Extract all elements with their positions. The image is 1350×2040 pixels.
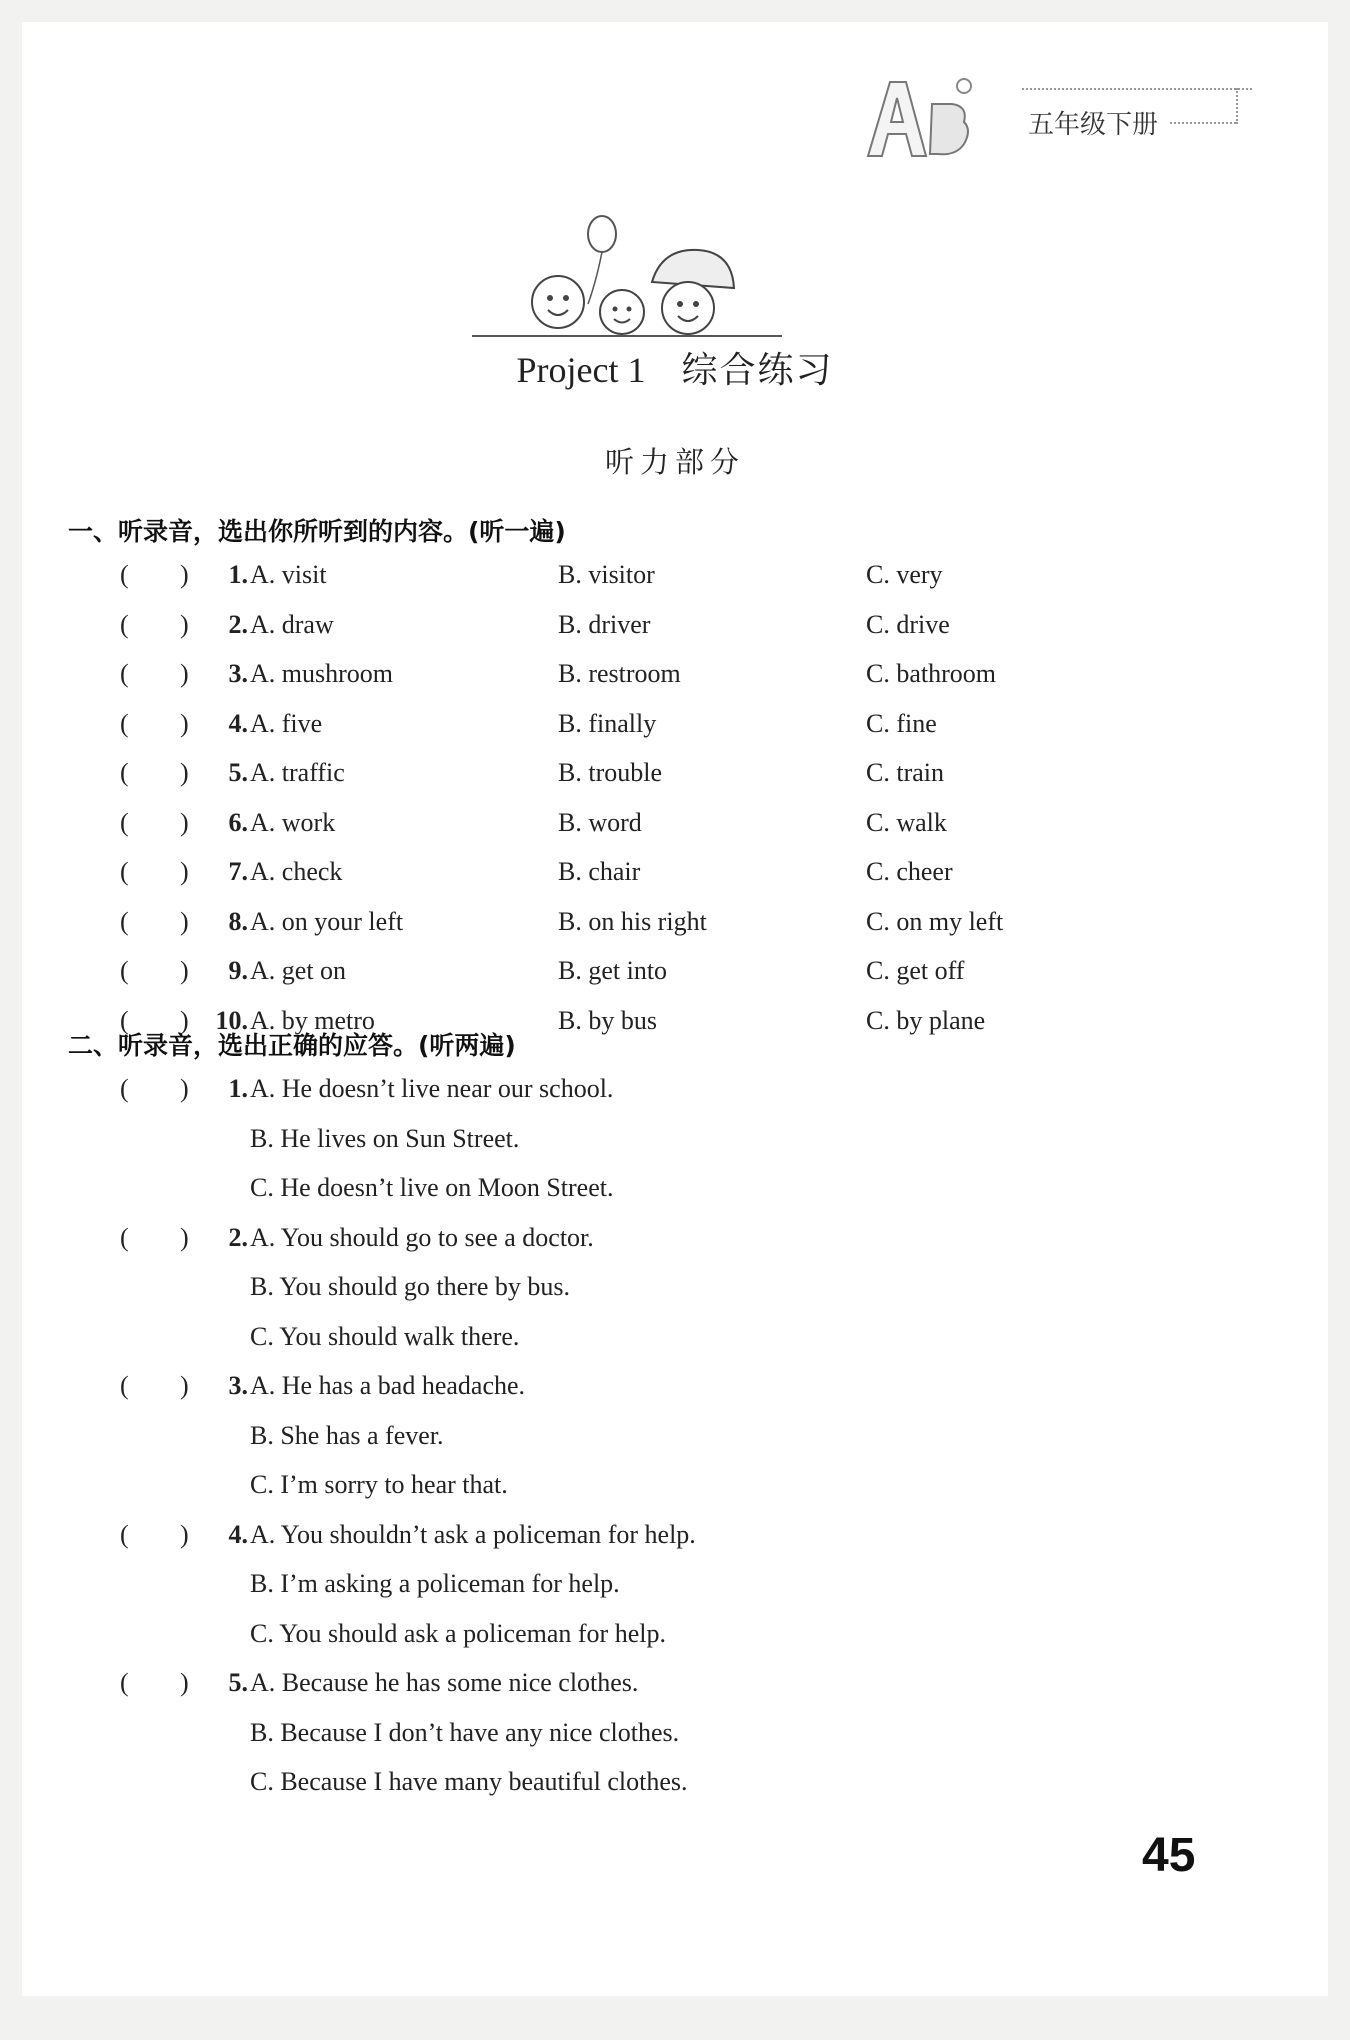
answer-blank-close: ): [180, 1668, 189, 1697]
option-c: C. cheer: [866, 857, 953, 886]
option-a: A. mushroom: [250, 659, 393, 688]
answer-blank-close: ): [180, 659, 189, 688]
grade-label: 五年级下册: [1028, 110, 1159, 140]
option-c: C. He doesn’t live on Moon Street.: [250, 1173, 614, 1202]
answer-blank-open[interactable]: (: [120, 1371, 129, 1400]
question-number: 1.: [228, 1074, 248, 1103]
option-b: B. She has a fever.: [250, 1420, 444, 1450]
option-a: A. five: [250, 708, 323, 738]
option-a: A. check: [250, 857, 343, 886]
option-c: C. Because I have many beautiful clothes.: [250, 1767, 688, 1796]
answer-blank-open[interactable]: (: [120, 1074, 129, 1103]
option-b: B. by bus: [558, 1005, 657, 1035]
option-c: C. fine: [866, 708, 937, 738]
option-a: A. visit: [250, 560, 327, 589]
answer-blank-open[interactable]: (: [120, 1005, 129, 1035]
answer-blank-close: ): [180, 560, 189, 589]
question-number: 5.: [228, 1668, 248, 1697]
option-b: B. Because I don’t have any nice clothes.: [250, 1717, 680, 1747]
question-number: 8.: [228, 906, 248, 936]
answer-blank-close: ): [180, 1074, 189, 1103]
kids-illustration: [462, 212, 792, 342]
option-c: C. on my left: [866, 906, 1004, 936]
question-number: 2.: [228, 1222, 248, 1252]
option-b: B. on his right: [558, 906, 707, 936]
option-b: B. driver: [558, 609, 651, 639]
answer-blank-close: ): [180, 609, 189, 639]
part1-heading: 一、听录音，选出你所听到的内容。(听一遍): [68, 517, 566, 546]
header-dotted-rule: [1022, 88, 1252, 90]
header-dotted-rule-right: [1170, 122, 1236, 124]
option-c: C. I’m sorry to hear that.: [250, 1470, 508, 1499]
question-number: 4.: [228, 708, 248, 738]
option-c: C. You should walk there.: [250, 1321, 520, 1351]
option-c: C. bathroom: [866, 659, 996, 688]
title-cn: 综合练习: [681, 350, 834, 391]
question-number: 1.: [228, 560, 248, 589]
option-b: B. visitor: [558, 560, 655, 589]
answer-blank-open[interactable]: (: [120, 708, 129, 738]
option-a: A. draw: [250, 609, 334, 639]
option-a: A. work: [250, 807, 336, 837]
option-b: B. chair: [558, 857, 641, 886]
answer-blank-close: ): [180, 1519, 189, 1549]
option-a: A. traffic: [250, 758, 345, 787]
option-c: C. by plane: [866, 1005, 986, 1035]
option-b: B. I’m asking a policeman for help.: [250, 1569, 620, 1598]
answer-blank-close: ): [180, 906, 189, 936]
question-number: 9.: [228, 956, 248, 985]
option-c: C. walk: [866, 807, 947, 837]
answer-blank-open[interactable]: (: [120, 807, 129, 837]
question-number: 5.: [228, 758, 248, 787]
answer-blank-open[interactable]: (: [120, 956, 129, 985]
option-b: B. trouble: [558, 758, 662, 787]
option-c: C. train: [866, 758, 944, 787]
answer-blank-close: ): [180, 708, 189, 738]
question-number: 7.: [228, 857, 248, 886]
option-b: B. finally: [558, 708, 657, 738]
option-c: C. You should ask a policeman for help.: [250, 1618, 666, 1648]
answer-blank-open[interactable]: (: [120, 659, 129, 688]
worksheet-page: [22, 22, 1328, 1996]
option-a: A. Because he has some nice clothes.: [250, 1668, 639, 1697]
question-number: 3.: [228, 659, 248, 688]
option-b: B. You should go there by bus.: [250, 1272, 570, 1301]
question-number: 2.: [228, 609, 248, 639]
option-a: A. He has a bad headache.: [250, 1371, 526, 1400]
answer-blank-close: ): [180, 857, 189, 886]
answer-blank-open[interactable]: (: [120, 857, 129, 886]
answer-blank-close: ): [180, 1222, 189, 1252]
question-number: 4.: [228, 1519, 248, 1549]
option-a: A. get on: [250, 956, 347, 985]
part2-heading: 二、听录音，选出正确的应答。(听两遍): [68, 1031, 516, 1060]
header-dotted-rule-vertical: [1236, 88, 1238, 124]
answer-blank-close: ): [180, 1005, 189, 1035]
question-number: 6.: [228, 807, 248, 837]
option-b: B. restroom: [558, 659, 681, 688]
abc-letters-logo: [860, 64, 980, 174]
option-b: B. word: [558, 807, 642, 837]
title-en: Project 1: [516, 350, 646, 390]
option-b: B. get into: [558, 956, 668, 985]
answer-blank-open[interactable]: (: [120, 1668, 129, 1697]
answer-blank-open[interactable]: (: [120, 609, 129, 639]
option-a: A. You shouldn’t ask a policeman for help.: [250, 1519, 696, 1549]
option-a: A. by metro: [250, 1005, 375, 1035]
question-number: 3.: [228, 1371, 248, 1400]
answer-blank-open[interactable]: (: [120, 906, 129, 936]
option-c: C. get off: [866, 956, 965, 985]
option-c: C. drive: [866, 609, 950, 639]
listening-section-title: 听力部分: [604, 445, 745, 479]
answer-blank-open[interactable]: (: [120, 560, 129, 589]
option-b: B. He lives on Sun Street.: [250, 1123, 520, 1153]
option-c: C. very: [866, 560, 943, 589]
question-number: 10.: [215, 1005, 248, 1035]
answer-blank-open[interactable]: (: [120, 758, 129, 787]
option-a: A. on your left: [250, 906, 404, 936]
answer-blank-open[interactable]: (: [120, 1519, 129, 1549]
page-number: 45: [1142, 1829, 1196, 1882]
answer-blank-close: ): [180, 956, 189, 985]
answer-blank-close: ): [180, 758, 189, 787]
answer-blank-open[interactable]: (: [120, 1222, 129, 1252]
page-title: [22, 342, 1328, 393]
answer-blank-close: ): [180, 807, 189, 837]
option-a: A. He doesn’t live near our school.: [250, 1074, 614, 1103]
option-a: A. You should go to see a doctor.: [250, 1222, 594, 1252]
answer-blank-close: ): [180, 1371, 189, 1400]
